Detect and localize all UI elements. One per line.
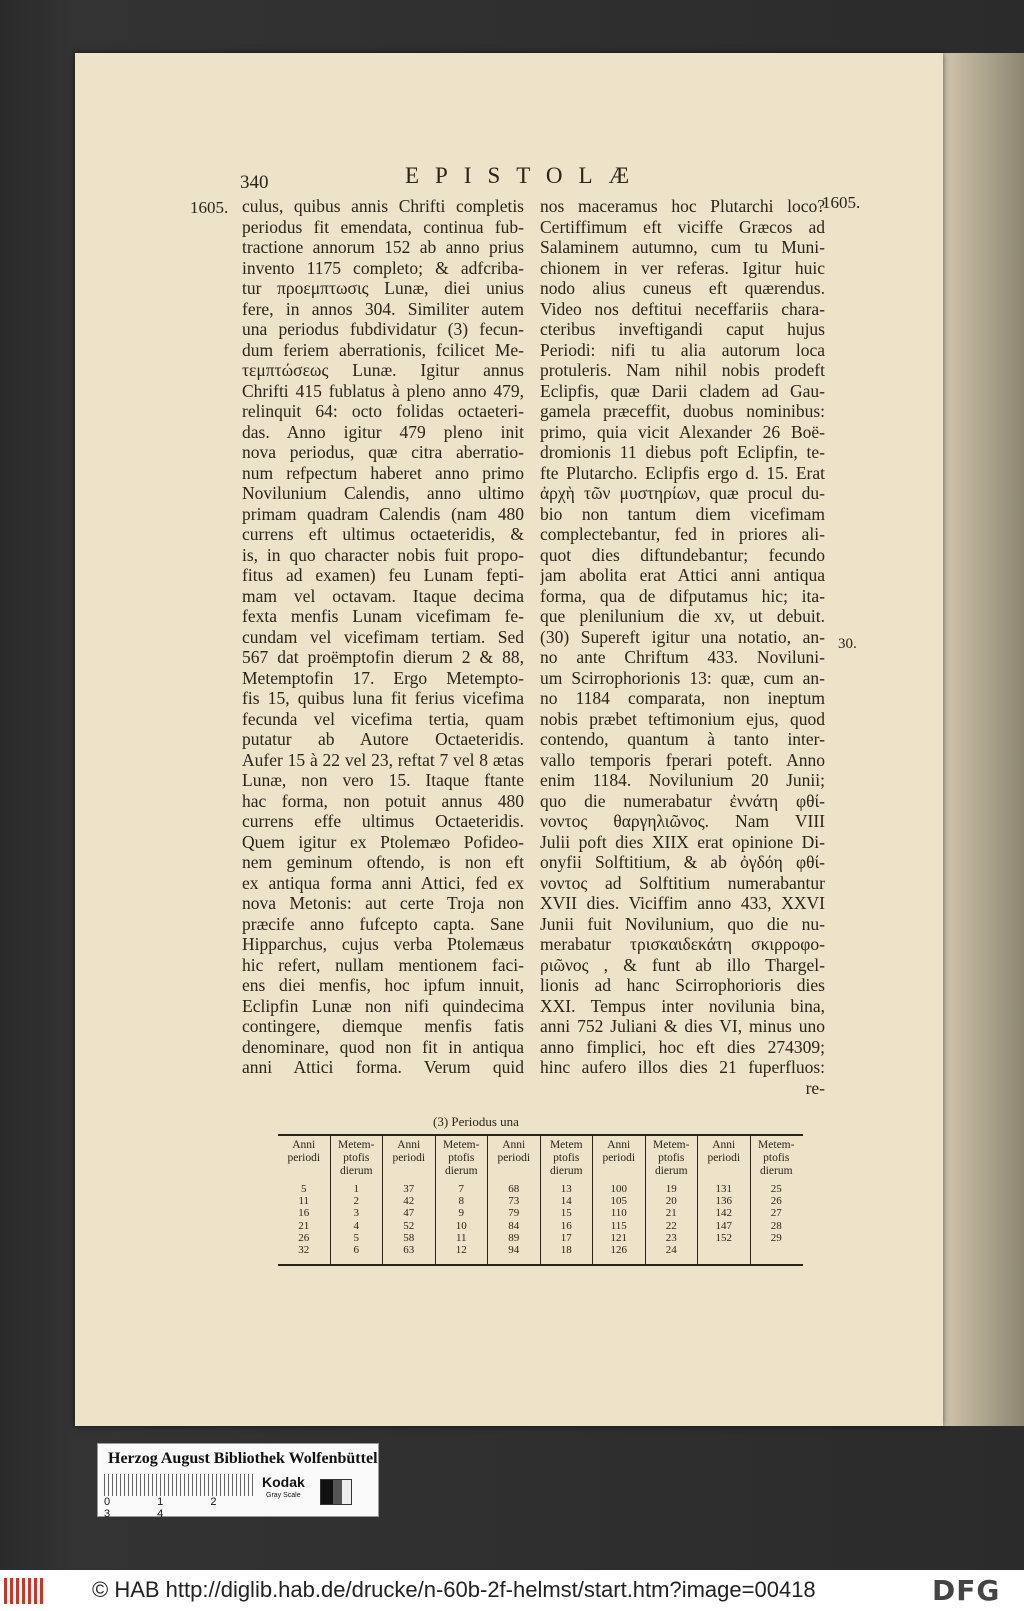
text-line: cteribus inveftigandi caput hujus xyxy=(540,319,825,339)
text-line: dromionis 11 diebus poft Eclipfin, te- xyxy=(540,442,825,462)
text-line: chionem in ver referas. Igitur huic xyxy=(540,257,825,278)
text-line: una periodus fubdividatur (3) fecun- xyxy=(242,319,524,339)
text-line: que plenilunium die xv, ut debuit. xyxy=(540,606,825,626)
library-color-bar xyxy=(97,1443,379,1520)
table-cell: 26 xyxy=(770,1195,782,1208)
kodak-brand: Kodak xyxy=(262,1474,305,1490)
table-cell: 8 xyxy=(458,1195,464,1208)
text-line: anni Attici forma. Verum quid xyxy=(242,1057,524,1077)
text-line: merabatur τρισκαιδεκάτη σκιρροφο- xyxy=(540,934,825,954)
text-line: relinquit 64: octo folidas octaeteri- xyxy=(242,401,524,421)
barcode-icon xyxy=(4,1578,46,1604)
text-line: hic refert, nullam mentionem faci- xyxy=(242,954,524,975)
page-number: 340 xyxy=(240,172,269,193)
table-cell: 27 xyxy=(770,1207,782,1220)
table-cell: 131 xyxy=(715,1183,732,1195)
table-cell: 110 xyxy=(610,1207,627,1220)
table-cell: 147 xyxy=(715,1219,732,1232)
table-cell: 52 xyxy=(403,1219,415,1232)
text-line: hac forma, non potuit annus 480 xyxy=(242,790,524,811)
table-cell: 4 xyxy=(353,1219,359,1232)
text-line: contendo, quantum à tanto inter- xyxy=(540,729,825,749)
text-line: vallo temporis fperari poteft. Anno xyxy=(540,749,825,770)
table-cell: 42 xyxy=(403,1195,415,1208)
table-cell: 58 xyxy=(403,1231,415,1244)
ruler-scale xyxy=(104,1474,254,1496)
text-line: protuleris. Nam nihil nobis prodeft xyxy=(540,360,825,380)
table-cell: 152 xyxy=(715,1231,732,1244)
text-line: Eclipfin Lunæ non nifi quindecima xyxy=(242,995,524,1016)
text-line: currens eft ultimus octaeteridis, & xyxy=(242,524,524,544)
table-header: Metem- ptofis dierum xyxy=(443,1139,480,1177)
text-line: Eclipfis, quæ Darii cladem ad Gau- xyxy=(540,380,825,401)
table-cell: 14 xyxy=(560,1195,572,1208)
text-line: Video nos deftitui neceffariis chara- xyxy=(540,298,825,319)
text-line: Chrifti 415 fublatus à pleno anno 479, xyxy=(242,380,524,401)
table-header: Anni periodi xyxy=(287,1139,321,1164)
text-line: quot dies diftundebantur; fecundo xyxy=(540,544,825,565)
text-line: das. Anno igitur 479 pleno init xyxy=(242,421,524,442)
text-line: νοντος ad Solftitium numerabantur xyxy=(540,872,825,893)
text-line: mam vel octavam. Itaque decima xyxy=(242,585,524,606)
text-line: XXI. Tempus inter novilunia bina, xyxy=(540,995,825,1016)
text-line: Certiffimum eft viciffe Græcos ad xyxy=(540,216,825,237)
margin-note-number: 30. xyxy=(838,636,857,652)
table-column xyxy=(488,1136,541,1264)
text-line: primo, quia vicit Alexander 26 Boë- xyxy=(540,421,825,442)
text-line: nobis præbet teftimonium ejus, quod xyxy=(540,708,825,729)
table-cell: 84 xyxy=(508,1219,520,1232)
text-line: invento 1175 completo; & adfcriba- xyxy=(242,257,524,278)
text-line: is, in quo character nobis fuit propo- xyxy=(242,544,524,565)
text-line: Hipparchus, cujus verba Ptolemæus xyxy=(242,934,524,954)
margin-year-left: 1605. xyxy=(190,198,229,217)
table-cell: 94 xyxy=(508,1244,520,1257)
table-header: Metem- ptofis dierum xyxy=(653,1139,690,1177)
text-line: fexta menfis Lunam vicefimam fe- xyxy=(242,606,524,626)
table-cell: 17 xyxy=(560,1231,572,1244)
text-line: gamela præceffit, duobus nominibus: xyxy=(540,401,825,421)
table-cell: 19 xyxy=(665,1183,677,1195)
footer-bar xyxy=(0,1570,1024,1611)
text-line: nodo alius cuneus eft quærendus. xyxy=(540,278,825,298)
table-cell: 16 xyxy=(560,1219,572,1232)
table-cell: 3 xyxy=(353,1207,359,1220)
table-cell: 32 xyxy=(298,1244,310,1257)
table-cell: 26 xyxy=(298,1231,310,1244)
text-line: num refpectum haberet anno primo xyxy=(242,462,524,483)
table-column xyxy=(331,1136,384,1264)
text-line: jam abolita erat Attici anni antiqua xyxy=(540,565,825,585)
table-cell: 105 xyxy=(610,1195,627,1208)
text-line: Julii poft dies XIIX erat opinione Di- xyxy=(540,831,825,852)
text-line: currens effe ultimus Octaeteridis. xyxy=(242,811,524,831)
table-cell: 5 xyxy=(353,1231,359,1244)
text-line: lionis ad hanc Scirrophorioris dies xyxy=(540,975,825,995)
table-cell: 21 xyxy=(665,1207,677,1220)
margin-year-right: 1605. xyxy=(822,193,861,212)
table-cell: 24 xyxy=(665,1244,677,1257)
text-line: Aufer 15 à 22 vel 23, reftat 7 vel 8 ætas xyxy=(242,749,524,770)
table-cell: 21 xyxy=(298,1219,310,1232)
table-cell: 47 xyxy=(403,1207,415,1220)
text-line: XVII dies. Viciffim anno 433, XXVI xyxy=(540,893,825,913)
text-column-right xyxy=(540,196,825,1098)
table-cell: 126 xyxy=(610,1244,627,1257)
text-line: τεμπτώσεως Lunæ. Igitur annus xyxy=(242,360,524,380)
text-line: Metemptofin 17. Ergo Metempto- xyxy=(242,667,524,688)
text-line: nem geminum oftendo, is non eft xyxy=(242,852,524,872)
text-line: contingere, diemque menfis fatis xyxy=(242,1016,524,1036)
table-cell: 7 xyxy=(458,1183,464,1195)
table-column xyxy=(698,1136,751,1264)
table-column xyxy=(541,1136,594,1264)
table-cell: 16 xyxy=(298,1207,310,1220)
text-line: Salaminem autumno, cum tu Muni- xyxy=(540,237,825,257)
text-line: complectebantur, fed in priores ali- xyxy=(540,524,825,544)
text-line: dum feriem aberrationis, fcilicet Me- xyxy=(242,339,524,360)
table-cell: 13 xyxy=(560,1183,572,1195)
table-cell: 1 xyxy=(353,1183,359,1195)
text-line: cundam vel vicefimam tertiam. Sed xyxy=(242,626,524,647)
table-header: Metem- ptofis dierum xyxy=(338,1139,375,1177)
text-line: anni 752 Juliani & dies VI, minus uno xyxy=(540,1016,825,1036)
text-line: Lunæ, non vero 15. Itaque ftante xyxy=(242,770,524,790)
table-cell: 22 xyxy=(665,1219,677,1232)
table-cell: 37 xyxy=(403,1183,415,1195)
text-line: præcife anno fufcepto capta. Sane xyxy=(242,913,524,934)
table-cell: 79 xyxy=(508,1207,520,1220)
running-header: EPISTOLÆ xyxy=(405,163,646,188)
table-cell xyxy=(698,1244,750,1256)
gray-scale-patch xyxy=(320,1479,352,1505)
table-cell: 23 xyxy=(665,1231,677,1244)
table-cell: 29 xyxy=(770,1231,782,1244)
table-header: Anni periodi xyxy=(707,1139,741,1164)
text-line: nova periodus, quæ citra aberratio- xyxy=(242,442,524,462)
text-line: fis 15, quibus luna fit ferius vicefima xyxy=(242,688,524,708)
table-header: Metem ptofis dierum xyxy=(549,1139,583,1177)
table-cell: 73 xyxy=(508,1195,520,1208)
text-line: fte Plutarcho. Eclipfis ergo d. 15. Erat xyxy=(540,462,825,483)
table-cell: 100 xyxy=(610,1183,627,1195)
footer-url[interactable]: © HAB http://diglib.hab.de/drucke/n-60b-2f-helmst/start.htm?image=00418 xyxy=(92,1577,816,1602)
table-cell: 6 xyxy=(353,1244,359,1257)
text-line: anno fimplici, hoc eft dies 274309; xyxy=(540,1036,825,1057)
text-line: fitus ad examen) feu Lunam fepti- xyxy=(242,565,524,585)
text-line: no 1184 comparata, non ineptum xyxy=(540,688,825,708)
table-cell: 15 xyxy=(560,1207,572,1220)
table-caption: (3) Periodus una xyxy=(433,1114,519,1129)
table-cell: 121 xyxy=(610,1231,627,1244)
table-header: Anni periodi xyxy=(392,1139,426,1164)
text-line: νοντος θαργηλιῶνος. Nam VIII xyxy=(540,811,825,831)
text-column-left xyxy=(242,196,524,1078)
text-line: Novilunium Calendis, anno ultimo xyxy=(242,483,524,503)
table-cell: 28 xyxy=(770,1219,782,1232)
text-line: 567 dat proëmptofin dierum 2 & 88, xyxy=(242,647,524,667)
text-line: culus, quibus annis Chrifti completis xyxy=(242,196,524,216)
table-header: Metem- ptofis dierum xyxy=(758,1139,795,1177)
table-cell: 20 xyxy=(665,1195,677,1208)
ruler-numbers: 0 1 2 3 4 xyxy=(104,1496,239,1520)
text-line: bio non tantum diem vicefimam xyxy=(540,503,825,524)
text-line: forma, qua de difputamus hic; ita- xyxy=(540,585,825,606)
table-cell: 10 xyxy=(455,1219,467,1232)
text-line: Periodi: nifi tu alia autorum loca xyxy=(540,339,825,360)
table-column xyxy=(646,1136,699,1264)
table-column xyxy=(751,1136,803,1264)
table-column xyxy=(383,1136,436,1264)
table-cell: 25 xyxy=(770,1183,782,1195)
text-line: hinc aufero illos dies 21 fuperfluos: xyxy=(540,1057,825,1077)
table-cell: 68 xyxy=(508,1183,520,1195)
text-line: tractione annorum 152 ab anno prius xyxy=(242,237,524,257)
text-line: nos maceramus hoc Plutarchi loco? xyxy=(540,196,825,216)
text-line: quo die numerabatur ἐννάτη φθί- xyxy=(540,790,825,811)
table-cell: 63 xyxy=(403,1244,415,1257)
period-table xyxy=(278,1134,803,1266)
text-line: denominare, quod non fit in antiqua xyxy=(242,1036,524,1057)
table-cell: 11 xyxy=(298,1195,310,1208)
table-column xyxy=(436,1136,489,1264)
page-edge xyxy=(943,53,1024,1426)
text-line: periodus fit emendata, continua fub- xyxy=(242,216,524,237)
text-line: primam quadram Calendis (nam 480 xyxy=(242,503,524,524)
table-header: Anni periodi xyxy=(602,1139,636,1164)
table-column xyxy=(278,1136,331,1264)
text-line: fecunda vel vicefima tertia, quam xyxy=(242,708,524,729)
text-line: enim 1184. Novilunium 20 Junii; xyxy=(540,770,825,790)
table-cell: 89 xyxy=(508,1231,520,1244)
table-cell: 142 xyxy=(715,1207,732,1220)
text-line: um Scirrophorionis 13: quæ, cum an- xyxy=(540,667,825,688)
table-cell: 115 xyxy=(610,1219,627,1232)
table-cell xyxy=(751,1244,803,1256)
text-line: putatur ab Autore Octaeteridis. xyxy=(242,729,524,749)
library-label: Herzog August Bibliothek Wolfenbüttel xyxy=(108,1450,378,1467)
text-line: no ante Chriftum 433. Noviluni- xyxy=(540,647,825,667)
text-line: re- xyxy=(805,1077,825,1098)
table-cell: 2 xyxy=(353,1195,359,1208)
table-cell: 12 xyxy=(455,1244,467,1257)
table-header: Anni periodi xyxy=(497,1139,531,1164)
table-cell: 136 xyxy=(715,1195,732,1208)
text-line: ex antiqua forma anni Attici, fed ex xyxy=(242,872,524,893)
text-line: ἀρχὴ τῶν μυστηρίων, quæ procul du- xyxy=(540,483,825,503)
text-line: nova Metonis: aut certe Troja non xyxy=(242,893,524,913)
text-line: Quem igitur ex Ptolemæo Pofideo- xyxy=(242,831,524,852)
text-line: fere, in annos 304. Similiter autem xyxy=(242,298,524,319)
table-cell: 11 xyxy=(455,1231,467,1244)
text-line: ριῶνος , & funt ab illo Thargel- xyxy=(540,954,825,975)
text-line: ens diei menfis, hoc ipfum innuit, xyxy=(242,975,524,995)
text-line: onyfii Solftitium, & ab ὀγδόη φθί- xyxy=(540,852,825,872)
kodak-gray-scale-label: Gray Scale xyxy=(266,1492,301,1499)
text-line: Junii fuit Novilunium, quo die nu- xyxy=(540,913,825,934)
table-column xyxy=(593,1136,646,1264)
dfg-logo: DFG xyxy=(932,1574,1001,1607)
text-line: tur προεμπτωσις Lunæ, diei unius xyxy=(242,278,524,298)
table-cell: 18 xyxy=(560,1244,572,1257)
text-line: (30) Supereft igitur una notatio, an- xyxy=(540,626,825,647)
table-cell: 5 xyxy=(301,1183,307,1195)
table-cell: 9 xyxy=(458,1207,464,1220)
